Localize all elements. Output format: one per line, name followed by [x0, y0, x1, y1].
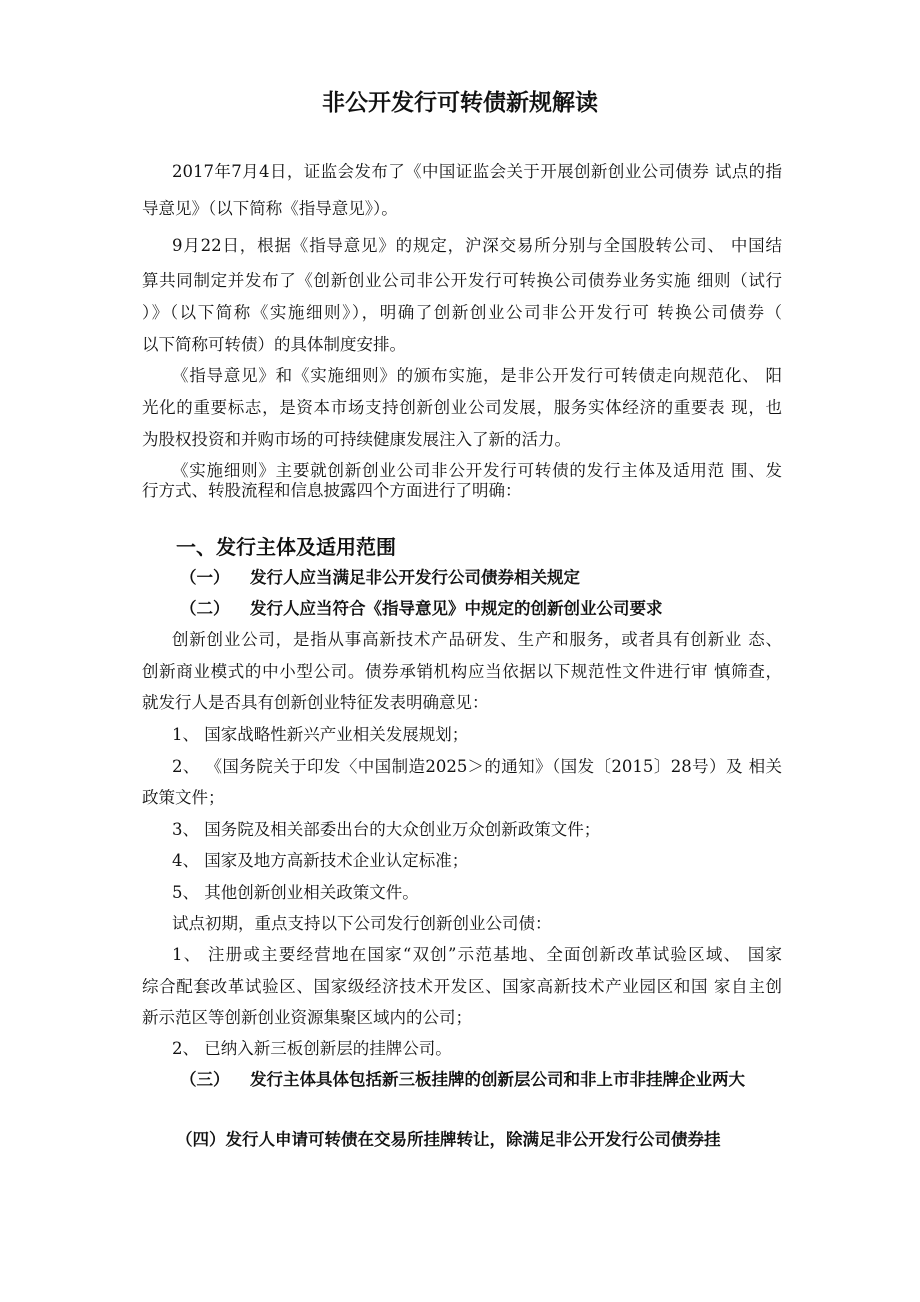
paragraph-line: 试点初期，重点支持以下公司发行创新创业公司债：	[172, 914, 552, 933]
subheading-1	[180, 566, 580, 590]
paragraph-line: 9月22日，根据《指导意见》的规定，沪深交易所分别与全国股转公司、 中国结	[172, 236, 782, 255]
subheading-text: 发行主体具体包括新三板挂牌的创新层公司和非上市非挂牌企业两大	[250, 1070, 745, 1089]
paragraph-line: 为股权投资和并购市场的可持续健康发展注入了新的活力。	[142, 430, 571, 449]
paragraph-line: 光化的重要标志，是资本市场支持创新创业公司发展，服务实体经济的重要表 现，也	[142, 398, 782, 417]
list-item: 1、 注册或主要经营地在国家“双创”示范基地、全面创新改革试验区域、 国家	[172, 945, 782, 964]
paragraph-line: 导意见》（以下简称《指导意见》）。	[142, 199, 398, 218]
subheading-2	[180, 597, 663, 621]
paragraph-line: 新示范区等创新创业资源集聚区域内的公司；	[142, 1008, 472, 1027]
list-item: 4、 国家及地方高新技术企业认定标准；	[172, 851, 469, 870]
list-item: 2、 《国务院关于印发〈中国制造2025＞的通知》（国发〔2015〕28号）及 相关	[172, 757, 782, 776]
paragraph-line: 2017年7月4日，证监会发布了《中国证监会关于开展创新创业公司债券 试点的指	[172, 162, 782, 181]
list-item: 5、 其他创新创业相关政策文件。	[172, 883, 419, 902]
paragraph-line: 算共同制定并发布了《创新创业公司非公开发行可转换公司债券业务实施 细则（试行	[142, 271, 782, 290]
list-item: 2、 已纳入新三板创新层的挂牌公司。	[172, 1039, 452, 1058]
document-title: 非公开发行可转债新规解读	[322, 90, 598, 116]
paragraph-line: ）》（以下简称《实施细则》），明确了创新创业公司非公开发行可 转换公司债券（	[142, 303, 782, 322]
subheading-text: 发行人应当满足非公开发行公司债券相关规定	[250, 568, 580, 587]
paragraph-line: 行方式、转股流程和信息披露四个方面进行了明确：	[142, 481, 522, 500]
subheading-4: （四）发行人申请可转债在交易所挂牌转让，除满足非公开发行公司债券挂	[176, 1130, 721, 1149]
paragraph-line: 就发行人是否具有创新创业特征发表明确意见：	[142, 693, 489, 712]
paragraph-line: 创新商业模式的中小型公司。债券承销机构应当依据以下规范性文件进行审 慎筛查，	[142, 662, 782, 681]
paragraph-line: 《实施细则》主要就创新创业公司非公开发行可转债的发行主体及适用范 围、发	[172, 461, 782, 480]
subheading-text: 发行人应当符合《指导意见》中规定的创新创业公司要求	[250, 599, 663, 618]
subheading-3	[180, 1068, 745, 1092]
paragraph-line: 综合配套改革试验区、国家级经济技术开发区、国家高新技术产业园区和国 家自主创	[142, 977, 782, 996]
list-item: 3、 国务院及相关部委出台的大众创业万众创新政策文件；	[172, 820, 601, 839]
subheading-number: （一）	[180, 568, 230, 587]
subheading-number: （三）	[180, 1070, 230, 1089]
paragraph-line: 创新创业公司，是指从事高新技术产品研发、生产和服务，或者具有创新业 态、	[172, 630, 782, 649]
subheading-number: （二）	[180, 599, 230, 618]
paragraph-line: 以下简称可转债）的具体制度安排。	[142, 335, 406, 354]
paragraph-line: 《指导意见》和《实施细则》的颁布实施，是非公开发行可转债走向规范化、 阳	[172, 366, 782, 385]
paragraph-line: 政策文件；	[142, 788, 225, 807]
list-item: 1、 国家战略性新兴产业相关发展规划；	[172, 725, 469, 744]
section-heading: 一、发行主体及适用范围	[176, 535, 396, 559]
